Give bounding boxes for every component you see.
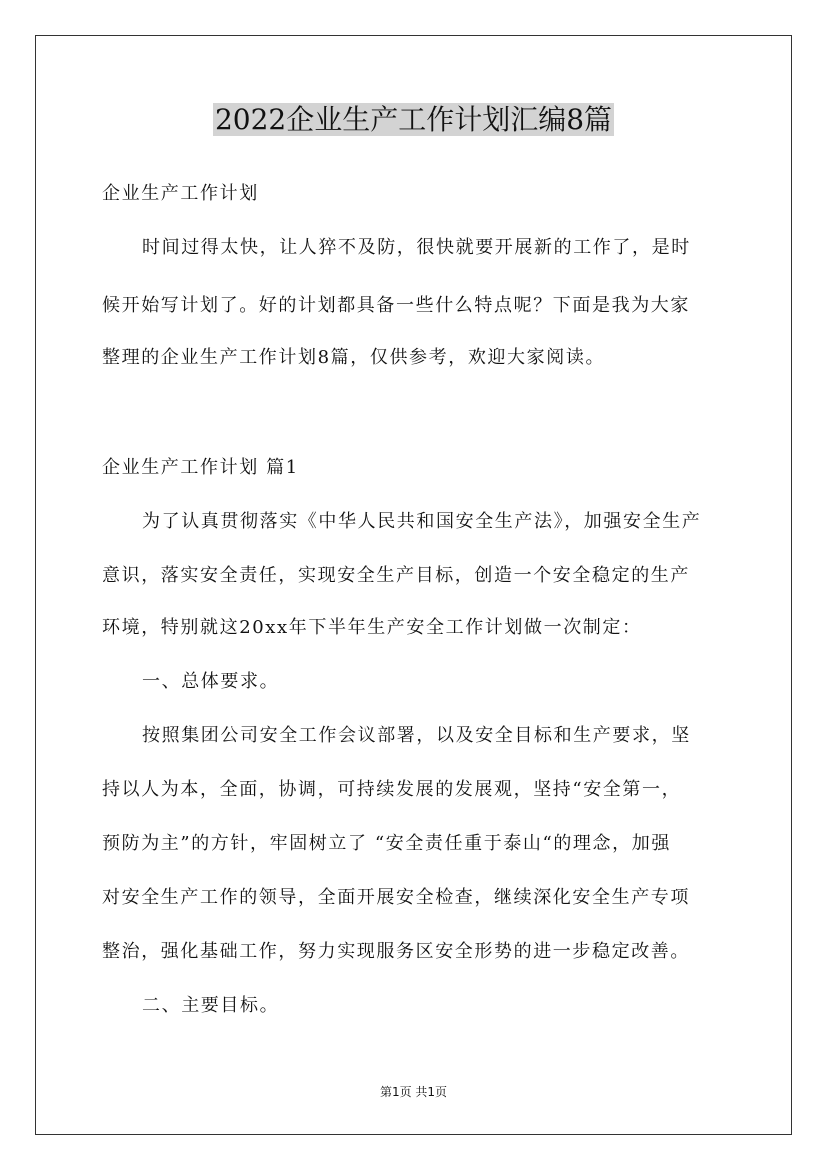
subheading: 二、主要目标。 xyxy=(142,995,280,1016)
paragraph-line: 按照集团公司安全工作会议部署，以及安全目标和生产要求，坚 xyxy=(142,725,691,746)
paragraph-line: 对安全生产工作的领导，全面开展安全检查，继续深化安全生产专项 xyxy=(102,887,690,908)
paragraph-line: 环境，特别就这20xx年下半年生产安全工作计划做一次制定： xyxy=(102,617,642,638)
paragraph-line: 时间过得太快，让人猝不及防，很快就要开展新的工作了，是时 xyxy=(142,237,691,258)
subheading: 一、总体要求。 xyxy=(142,671,280,692)
paragraph-line: 为了认真贯彻落实《中华人民共和国安全生产法》，加强安全生产 xyxy=(142,511,702,532)
page-footer: 第1页 共1页 xyxy=(379,1085,448,1099)
paragraph-line: 意识，落实安全责任，实现安全生产目标，创造一个安全稳定的生产 xyxy=(102,565,690,586)
paragraph-line: 整理的企业生产工作计划8篇，仅供参考，欢迎大家阅读。 xyxy=(102,347,606,368)
document-title xyxy=(0,100,827,140)
paragraph-line: 整治，强化基础工作，努力实现服务区安全形势的进一步稳定改善。 xyxy=(102,941,690,962)
paragraph-line: 持以人为本，全面，协调，可持续发展的发展观，坚持“安全第一， xyxy=(102,779,682,800)
section-heading: 企业生产工作计划 xyxy=(102,183,259,204)
section-heading: 企业生产工作计划 篇1 xyxy=(102,457,299,478)
document-title-text: 2022企业生产工作计划汇编8篇 xyxy=(214,103,613,136)
paragraph-line: 预防为主”的方针，牢固树立了 “安全责任重于泰山“的理念，加强 xyxy=(102,833,671,854)
paragraph-line: 候开始写计划了。好的计划都具备一些什么特点呢？下面是我为大家 xyxy=(102,295,690,316)
